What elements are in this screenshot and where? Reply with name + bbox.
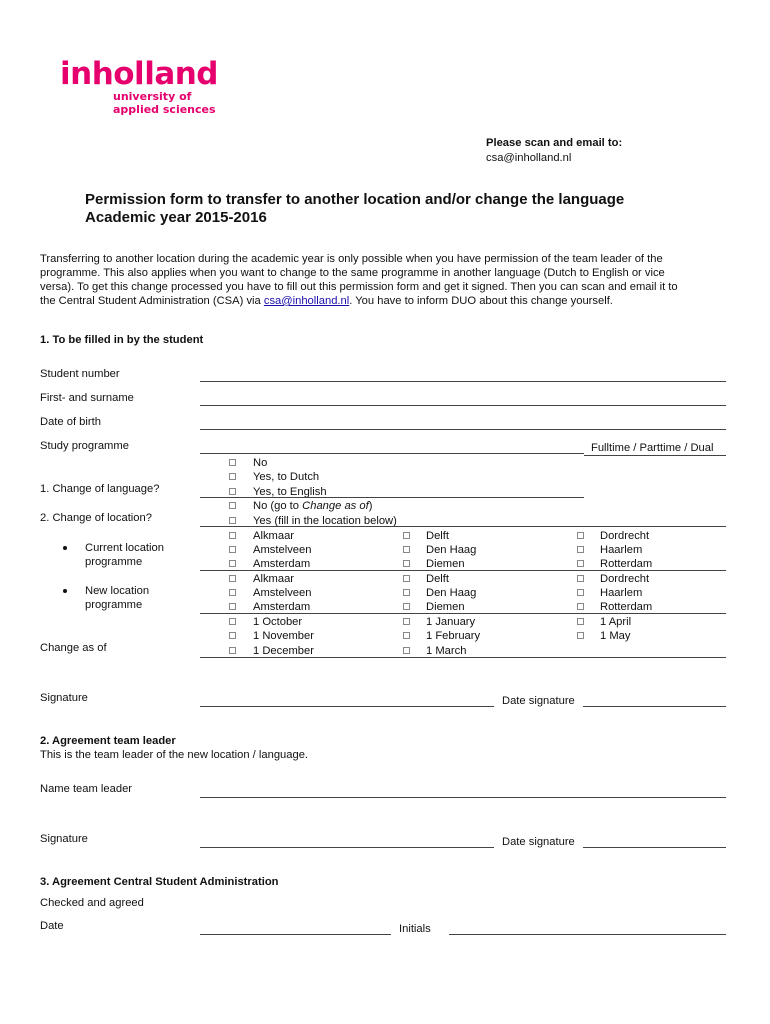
new-location-label-2: programme	[85, 599, 143, 611]
study-mode-underline	[584, 455, 726, 456]
language-option: Yes, to English	[253, 486, 327, 498]
date-option: 1 April	[600, 616, 632, 628]
student-date-signature-field[interactable]	[583, 706, 726, 707]
name-field[interactable]	[200, 405, 726, 406]
date-option: 1 November	[253, 630, 314, 642]
student-date-signature-label: Date signature	[502, 695, 575, 707]
study-mode-options[interactable]: Fulltime / Parttime / Dual	[591, 442, 714, 454]
contact-label: Please scan and email to:	[486, 137, 623, 149]
new-location-option: Den Haag	[426, 587, 477, 599]
location-yes-option: Yes (fill in the location below)	[253, 515, 397, 527]
date-option: 1 January	[426, 616, 476, 628]
current-denhaag-checkbox[interactable]	[403, 546, 410, 553]
dob-label: Date of birth	[40, 416, 101, 428]
team-leader-date-signature-field[interactable]	[583, 847, 726, 848]
new-location-label-1: New location	[85, 585, 150, 597]
new-location-option: Dordrecht	[600, 573, 650, 585]
initials-label: Initials	[399, 923, 431, 935]
intro-line4-pre: the Central Student Administration (CSA) via	[40, 295, 264, 307]
current-location-option: Delft	[426, 530, 450, 542]
intro-line1: Transferring to another location during the academic year is only possible when you have permission of the team leader of the	[40, 253, 663, 265]
location-no-pre: No (go to	[253, 500, 303, 512]
language-option: No	[253, 457, 268, 469]
language-option: Yes, to Dutch	[253, 471, 320, 483]
new-location-bullet	[63, 589, 67, 593]
student-number-label: Student number	[40, 368, 120, 380]
current-location-option: Rotterdam	[600, 558, 653, 570]
current-haarlem-checkbox[interactable]	[577, 546, 584, 553]
csa-date-field[interactable]	[200, 934, 391, 935]
current-location-option: Diemen	[426, 558, 465, 570]
new-delft-checkbox[interactable]	[403, 575, 410, 582]
new-diemen-checkbox[interactable]	[403, 603, 410, 610]
section1-heading: 1. To be filled in by the student	[40, 334, 204, 346]
new-location-option: Rotterdam	[600, 601, 653, 613]
current-amsterdam-checkbox[interactable]	[229, 560, 236, 567]
location-yes-checkbox[interactable]	[229, 517, 236, 524]
date-december-checkbox[interactable]	[229, 647, 236, 654]
initials-field[interactable]	[449, 934, 726, 935]
date-option: 1 March	[426, 645, 467, 657]
new-alkmaar-checkbox[interactable]	[229, 575, 236, 582]
team-leader-name-field[interactable]	[200, 797, 726, 798]
checked-agreed-label: Checked and agreed	[40, 897, 144, 909]
study-programme-label: Study programme	[40, 440, 129, 452]
date-option: 1 October	[253, 616, 303, 628]
intro-line4	[40, 294, 613, 308]
current-location-option: Alkmaar	[253, 530, 295, 542]
new-dordrecht-checkbox[interactable]	[577, 575, 584, 582]
logo	[60, 58, 218, 116]
new-location-option: Diemen	[426, 601, 465, 613]
csa-email-link[interactable]: csa@inholland.nl	[263, 295, 350, 307]
date-february-checkbox[interactable]	[403, 632, 410, 639]
study-programme-field[interactable]	[200, 453, 584, 454]
current-location-option: Amstelveen	[253, 544, 312, 556]
form-title-line1: Permission form to transfer to another location and/or change the language	[85, 191, 625, 208]
date-april-checkbox[interactable]	[577, 618, 584, 625]
section2-heading: 2. Agreement team leader	[40, 735, 176, 747]
current-alkmaar-checkbox[interactable]	[229, 532, 236, 539]
current-location-divider	[200, 570, 726, 571]
team-leader-signature-label: Signature	[40, 833, 88, 845]
section3-heading: 3. Agreement Central Student Administration	[40, 876, 279, 888]
new-amsterdam-checkbox[interactable]	[229, 603, 236, 610]
current-location-option: Amsterdam	[253, 558, 311, 570]
team-leader-signature-field[interactable]	[200, 847, 494, 848]
change-as-of-divider	[200, 657, 726, 658]
location-row-divider	[200, 526, 726, 527]
new-location-option: Amsterdam	[253, 601, 311, 613]
logo-line2: applied sciences	[113, 103, 216, 116]
change-language-label: 1. Change of language?	[40, 483, 160, 495]
name-label: First- and surname	[40, 392, 134, 404]
current-rotterdam-checkbox[interactable]	[577, 560, 584, 567]
new-location-option: Delft	[426, 573, 450, 585]
language-english-checkbox[interactable]	[229, 488, 236, 495]
team-leader-date-signature-label: Date signature	[502, 836, 575, 848]
current-location-label-1: Current location	[85, 542, 164, 554]
current-amstelveen-checkbox[interactable]	[229, 546, 236, 553]
csa-date-label: Date	[40, 920, 64, 932]
location-no-option	[253, 499, 372, 513]
location-no-post: )	[368, 500, 373, 512]
current-location-option: Dordrecht	[600, 530, 650, 542]
new-location-option: Amstelveen	[253, 587, 312, 599]
student-signature-label: Signature	[40, 692, 88, 704]
logo-wordmark: inholland	[60, 56, 218, 92]
date-option: 1 February	[426, 630, 481, 642]
new-haarlem-checkbox[interactable]	[577, 589, 584, 596]
new-denhaag-checkbox[interactable]	[403, 589, 410, 596]
date-may-checkbox[interactable]	[577, 632, 584, 639]
dob-field[interactable]	[200, 429, 726, 430]
language-row-divider	[200, 497, 584, 498]
date-march-checkbox[interactable]	[403, 647, 410, 654]
logo-line1: university of	[113, 90, 192, 103]
new-location-option: Alkmaar	[253, 573, 295, 585]
location-no-checkbox[interactable]	[229, 502, 236, 509]
current-location-label-2: programme	[85, 556, 143, 568]
new-location-divider	[200, 613, 726, 614]
new-rotterdam-checkbox[interactable]	[577, 603, 584, 610]
date-november-checkbox[interactable]	[229, 632, 236, 639]
new-location-option: Haarlem	[600, 587, 643, 599]
date-october-checkbox[interactable]	[229, 618, 236, 625]
current-diemen-checkbox[interactable]	[403, 560, 410, 567]
date-option: 1 May	[600, 630, 631, 642]
student-number-field[interactable]	[200, 381, 726, 382]
language-no-checkbox[interactable]	[229, 459, 236, 466]
date-january-checkbox[interactable]	[403, 618, 410, 625]
section2-subtext: This is the team leader of the new location / language.	[40, 749, 309, 761]
current-location-option: Den Haag	[426, 544, 477, 556]
current-location-option: Haarlem	[600, 544, 643, 556]
date-option: 1 December	[253, 645, 314, 657]
team-leader-name-label: Name team leader	[40, 783, 133, 795]
change-as-of-label: Change as of	[40, 642, 107, 654]
language-dutch-checkbox[interactable]	[229, 473, 236, 480]
contact-email: csa@inholland.nl	[486, 152, 572, 164]
intro-line3: versa). To get this change processed you have to fill out this permission form and get it signed. Then you can scan and email it to	[40, 281, 678, 293]
location-no-italic: Change as of	[302, 500, 369, 512]
new-amstelveen-checkbox[interactable]	[229, 589, 236, 596]
current-location-bullet	[63, 546, 67, 550]
intro-line4-post: . You have to inform DUO about this change yourself.	[349, 295, 613, 307]
change-location-label: 2. Change of location?	[40, 512, 152, 524]
intro-line2: programme. This also applies when you want to change to the same programme in another language (Dutch to English or vice	[40, 267, 665, 279]
current-dordrecht-checkbox[interactable]	[577, 532, 584, 539]
form-title-line2: Academic year 2015-2016	[85, 209, 267, 226]
student-signature-field[interactable]	[200, 706, 494, 707]
current-delft-checkbox[interactable]	[403, 532, 410, 539]
